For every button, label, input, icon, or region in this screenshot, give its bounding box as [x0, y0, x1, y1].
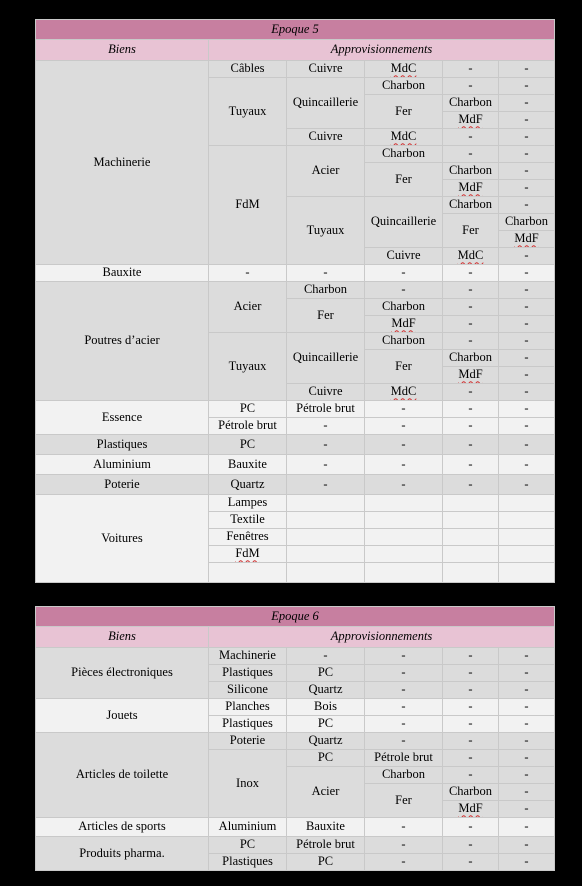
epoque6-col-appro: Approvisionnements [209, 627, 555, 648]
cell: PC [209, 435, 287, 455]
cell: - [499, 455, 555, 475]
cell: - [365, 475, 443, 495]
cell: Plastiques [209, 716, 287, 733]
cell: Bauxite [287, 818, 365, 837]
cell-text: MdF [391, 316, 416, 331]
cell: Silicone [209, 682, 287, 699]
cell: Lampes [209, 495, 287, 512]
cell-text: MdF [458, 801, 483, 816]
row-label-essence: Essence [36, 401, 209, 435]
cell [365, 316, 443, 333]
cell: - [499, 299, 555, 316]
cell: - [499, 265, 555, 282]
cell: - [365, 854, 443, 871]
cell: Tuyaux [209, 78, 287, 146]
cell: - [499, 648, 555, 665]
cell: Charbon [365, 299, 443, 316]
cell: - [365, 682, 443, 699]
cell: Quartz [287, 733, 365, 750]
cell: Quincaillerie [287, 78, 365, 129]
cell [287, 563, 365, 583]
cell: - [287, 418, 365, 435]
cell: - [443, 455, 499, 475]
cell: - [443, 418, 499, 435]
cell: Tuyaux [209, 333, 287, 401]
cell: - [499, 784, 555, 801]
cell [443, 180, 499, 197]
cell: - [443, 384, 499, 401]
cell: - [499, 435, 555, 455]
cell: - [499, 78, 555, 95]
cell [443, 512, 499, 529]
cell [443, 529, 499, 546]
cell: - [443, 333, 499, 350]
cell-text: FdM [235, 546, 260, 561]
cell: FdM [209, 146, 287, 265]
cell [499, 546, 555, 563]
cell: Fer [365, 350, 443, 384]
cell [443, 801, 499, 818]
epoque5-table [35, 19, 555, 583]
row-label-aluminium: Aluminium [36, 455, 209, 475]
cell: - [365, 282, 443, 299]
cell: - [499, 716, 555, 733]
cell: Bauxite [209, 455, 287, 475]
cell: - [499, 418, 555, 435]
epoque6-table [35, 606, 555, 871]
cell: - [365, 818, 443, 837]
cell: - [499, 801, 555, 818]
cell: Quartz [287, 682, 365, 699]
cell: PC [209, 837, 287, 854]
cell: Bois [287, 699, 365, 716]
cell: Fer [365, 95, 443, 129]
epoque5-col-appro: Approvisionnements [209, 40, 555, 61]
cell: - [443, 733, 499, 750]
cell: - [499, 146, 555, 163]
cell: - [287, 475, 365, 495]
cell: Charbon [443, 784, 499, 801]
cell: - [443, 61, 499, 78]
cell: - [499, 61, 555, 78]
cell: - [443, 716, 499, 733]
cell: - [365, 733, 443, 750]
cell: - [365, 401, 443, 418]
cell: - [499, 95, 555, 112]
cell: - [443, 682, 499, 699]
cell: - [365, 716, 443, 733]
cell: Charbon [287, 282, 365, 299]
cell: - [443, 767, 499, 784]
cell: - [443, 129, 499, 146]
cell: - [499, 767, 555, 784]
row-label-pieces: Pièces électroniques [36, 648, 209, 699]
cell-text: MdF [458, 180, 483, 195]
cell: - [365, 455, 443, 475]
cell: Charbon [365, 146, 443, 163]
cell: - [443, 818, 499, 837]
cell: - [443, 854, 499, 871]
cell: Pétrole brut [287, 837, 365, 854]
cell [365, 546, 443, 563]
cell: PC [287, 716, 365, 733]
cell: - [365, 665, 443, 682]
cell: PC [287, 665, 365, 682]
cell: Plastiques [209, 854, 287, 871]
cell: Inox [209, 750, 287, 818]
cell: - [287, 455, 365, 475]
cell: - [365, 435, 443, 455]
cell: Charbon [443, 350, 499, 367]
cell [443, 112, 499, 129]
cell [365, 61, 443, 78]
cell: - [499, 112, 555, 129]
cell: Aluminium [209, 818, 287, 837]
cell: - [443, 299, 499, 316]
cell [443, 248, 499, 265]
cell-text: MdC [457, 248, 484, 263]
cell-text: MdC [390, 61, 417, 76]
cell [443, 546, 499, 563]
cell: - [499, 163, 555, 180]
cell [287, 495, 365, 512]
row-label-bauxite: Bauxite [36, 265, 209, 282]
cell: - [499, 333, 555, 350]
cell: Pétrole brut [209, 418, 287, 435]
cell: - [499, 248, 555, 265]
cell [443, 563, 499, 583]
cell: - [443, 78, 499, 95]
cell: - [443, 282, 499, 299]
cell: - [499, 733, 555, 750]
cell: - [499, 180, 555, 197]
cell: - [365, 418, 443, 435]
cell: Fer [365, 784, 443, 818]
cell-text: MdF [458, 112, 483, 127]
row-label-poutres: Poutres d’acier [36, 282, 209, 401]
cell: - [287, 265, 365, 282]
cell: Cuivre [287, 61, 365, 78]
cell: Pétrole brut [365, 750, 443, 767]
cell [365, 529, 443, 546]
cell: Acier [287, 767, 365, 818]
cell: PC [287, 854, 365, 871]
cell: Quincaillerie [365, 197, 443, 248]
cell: - [443, 316, 499, 333]
cell: PC [209, 401, 287, 418]
cell: - [443, 750, 499, 767]
cell [287, 546, 365, 563]
cell: - [443, 435, 499, 455]
cell [499, 529, 555, 546]
cell [287, 512, 365, 529]
cell: Charbon [443, 197, 499, 214]
cell [287, 529, 365, 546]
cell: - [443, 401, 499, 418]
epoque6-col-biens: Biens [36, 627, 209, 648]
row-label-machinerie: Machinerie [36, 61, 209, 265]
row-label-sports: Articles de sports [36, 818, 209, 837]
epoque6-title: Epoque 6 [36, 607, 555, 627]
cell: - [443, 837, 499, 854]
cell: - [365, 699, 443, 716]
row-label-jouets: Jouets [36, 699, 209, 733]
cell: Fenêtres [209, 529, 287, 546]
cell [209, 546, 287, 563]
cell-text: MdF [514, 231, 539, 246]
cell: - [499, 282, 555, 299]
cell [499, 512, 555, 529]
cell [365, 384, 443, 401]
cell: - [499, 197, 555, 214]
cell: Fer [287, 299, 365, 333]
cell: - [499, 350, 555, 367]
cell: - [499, 475, 555, 495]
cell: Planches [209, 699, 287, 716]
cell: - [499, 818, 555, 837]
cell: - [499, 854, 555, 871]
cell: - [499, 401, 555, 418]
epoque5-title: Epoque 5 [36, 20, 555, 40]
cell: Cuivre [287, 384, 365, 401]
cell: - [365, 837, 443, 854]
epoque5-col-biens: Biens [36, 40, 209, 61]
cell: Cuivre [287, 129, 365, 146]
cell [499, 563, 555, 583]
cell [443, 367, 499, 384]
cell: - [365, 265, 443, 282]
cell: - [499, 129, 555, 146]
cell: Charbon [365, 767, 443, 784]
cell: - [443, 665, 499, 682]
cell: Machinerie [209, 648, 287, 665]
cell: - [209, 265, 287, 282]
cell [365, 563, 443, 583]
cell-text: MdC [390, 384, 417, 399]
cell: Poterie [209, 733, 287, 750]
cell: - [499, 665, 555, 682]
cell: Tuyaux [287, 197, 365, 265]
cell: - [499, 750, 555, 767]
row-label-voitures: Voitures [36, 495, 209, 583]
cell-text: MdF [458, 367, 483, 382]
cell: - [443, 475, 499, 495]
cell: Plastiques [209, 665, 287, 682]
cell [443, 495, 499, 512]
cell [499, 495, 555, 512]
cell: Fer [443, 214, 499, 248]
row-label-poterie: Poterie [36, 475, 209, 495]
row-label-toilette: Articles de toilette [36, 733, 209, 818]
cell: Quartz [209, 475, 287, 495]
cell [499, 231, 555, 248]
cell: - [499, 384, 555, 401]
cell: - [499, 316, 555, 333]
cell [365, 129, 443, 146]
cell: - [499, 367, 555, 384]
cell: PC [287, 750, 365, 767]
cell: - [499, 837, 555, 854]
cell: Cuivre [365, 248, 443, 265]
cell: Acier [287, 146, 365, 197]
cell: Charbon [443, 163, 499, 180]
row-label-plastiques: Plastiques [36, 435, 209, 455]
cell: Fer [365, 163, 443, 197]
cell: Acier [209, 282, 287, 333]
cell: Pétrole brut [287, 401, 365, 418]
cell: - [499, 699, 555, 716]
cell: Charbon [365, 333, 443, 350]
cell: Quincaillerie [287, 333, 365, 384]
cell-text: MdC [390, 129, 417, 144]
cell: - [287, 435, 365, 455]
cell: - [443, 146, 499, 163]
cell: - [443, 699, 499, 716]
cell: Charbon [365, 78, 443, 95]
row-label-pharma: Produits pharma. [36, 837, 209, 871]
cell: Charbon [443, 95, 499, 112]
cell [365, 512, 443, 529]
cell: Charbon [499, 214, 555, 231]
cell: - [443, 648, 499, 665]
cell: - [365, 648, 443, 665]
cell: - [287, 648, 365, 665]
cell: Textile [209, 512, 287, 529]
cell: - [499, 682, 555, 699]
cell: Câbles [209, 61, 287, 78]
cell [209, 563, 287, 583]
cell: - [443, 265, 499, 282]
cell [365, 495, 443, 512]
